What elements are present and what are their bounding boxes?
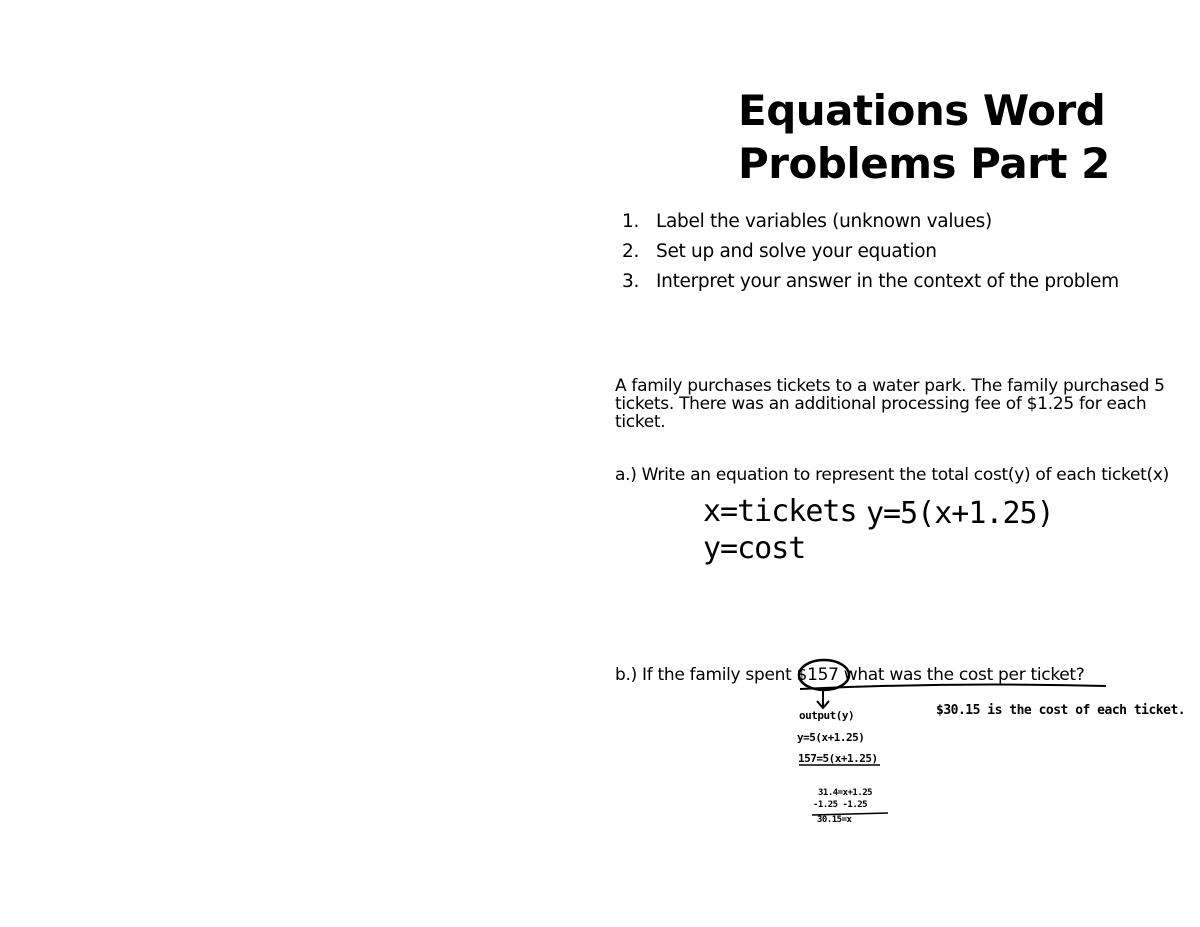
- step-text: Interpret your answer in the context of the problem: [656, 271, 1119, 292]
- handwritten-work-line: 157=5(x+1.25): [798, 752, 878, 765]
- step-text: Label the variables (unknown values): [656, 211, 992, 232]
- arrow-head: [817, 701, 829, 708]
- step-item: [622, 208, 1119, 238]
- handwritten-output-note: output(y): [799, 709, 855, 722]
- handwritten-y-definition: y=cost: [703, 531, 806, 566]
- handwritten-x-definition: x=tickets: [703, 494, 857, 529]
- question-b: b.) If the family spent $157 what was the cost per ticket?: [615, 665, 1085, 685]
- page-title: [738, 84, 1178, 190]
- handwritten-answer: $30.15 is the cost of each ticket.: [936, 703, 1186, 718]
- step-number: 2.: [622, 241, 640, 262]
- handwritten-work-line: 30.15=x: [817, 815, 852, 825]
- steps-list: [622, 208, 1119, 298]
- step-number: 1.: [622, 211, 640, 232]
- title-line-1: Equations Word: [738, 86, 1106, 135]
- problem-statement: A family purchases tickets to a water park. The family purchased 5 tickets. There was an additional processing fee of $1.25 for each ticket.: [615, 376, 1165, 432]
- handwritten-work-line: y=5(x+1.25): [797, 731, 865, 744]
- step-item: [622, 238, 1119, 268]
- title-line-2: Problems Part 2: [738, 139, 1110, 188]
- question-a: a.) Write an equation to represent the total cost(y) of each ticket(x): [615, 465, 1169, 485]
- handwritten-equation: y=5(x+1.25): [866, 496, 1054, 531]
- step-number: 3.: [622, 271, 640, 292]
- step-item: [622, 268, 1119, 298]
- step-text: Set up and solve your equation: [656, 241, 937, 262]
- underline-annotation: [800, 685, 1106, 689]
- handwritten-work-line: 31.4=x+1.25: [818, 788, 873, 798]
- handwritten-work-line: -1.25 -1.25: [813, 800, 868, 810]
